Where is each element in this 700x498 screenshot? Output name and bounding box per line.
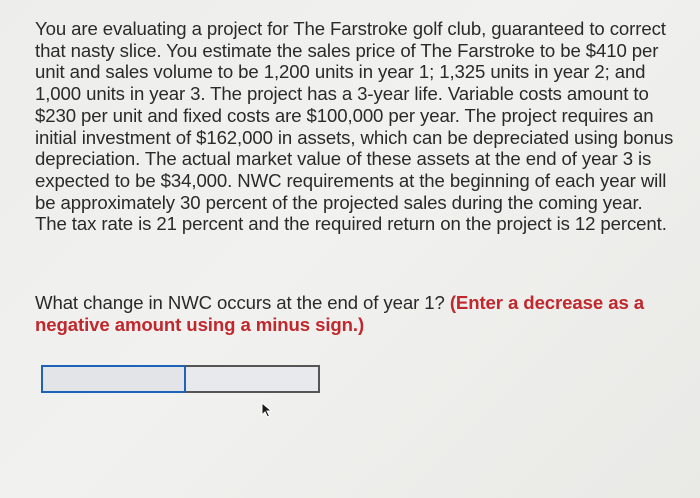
answer-amount-input[interactable] bbox=[184, 365, 320, 393]
question-instruction: (Enter a decrease as a negative amount using a minus sign.) bbox=[35, 292, 645, 335]
answer-label-input[interactable] bbox=[41, 365, 184, 393]
problem-statement bbox=[35, 18, 675, 235]
mouse-pointer-icon bbox=[260, 402, 274, 418]
question-text: What change in NWC occurs at the end of year 1? bbox=[35, 292, 450, 313]
problem-text: You are evaluating a project for The Farstroke golf club, guaranteed to correct that nasty slice. You estimate the sales price of The Farstroke to be $410 per unit and sales volume to be 1,200 units in year 1; 1,325 units in year 2; and 1,000 units in year 3. The project has a 3-year life. Variable costs amount to $230 per unit and fixed costs are $100,000 per year. The project requires an initial investment of $162,000 in assets, which can be depreciated using bonus depreciation. The actual market value of these assets at the end of year 3 is expected to be $34,000. NWC requirements at the beginning of each year will be approximately 30 percent of the projected sales during the coming year. The tax rate is 21 percent and the required return on the project is 12 percent. bbox=[35, 18, 674, 235]
question-block bbox=[35, 292, 675, 335]
answer-row bbox=[41, 365, 321, 393]
